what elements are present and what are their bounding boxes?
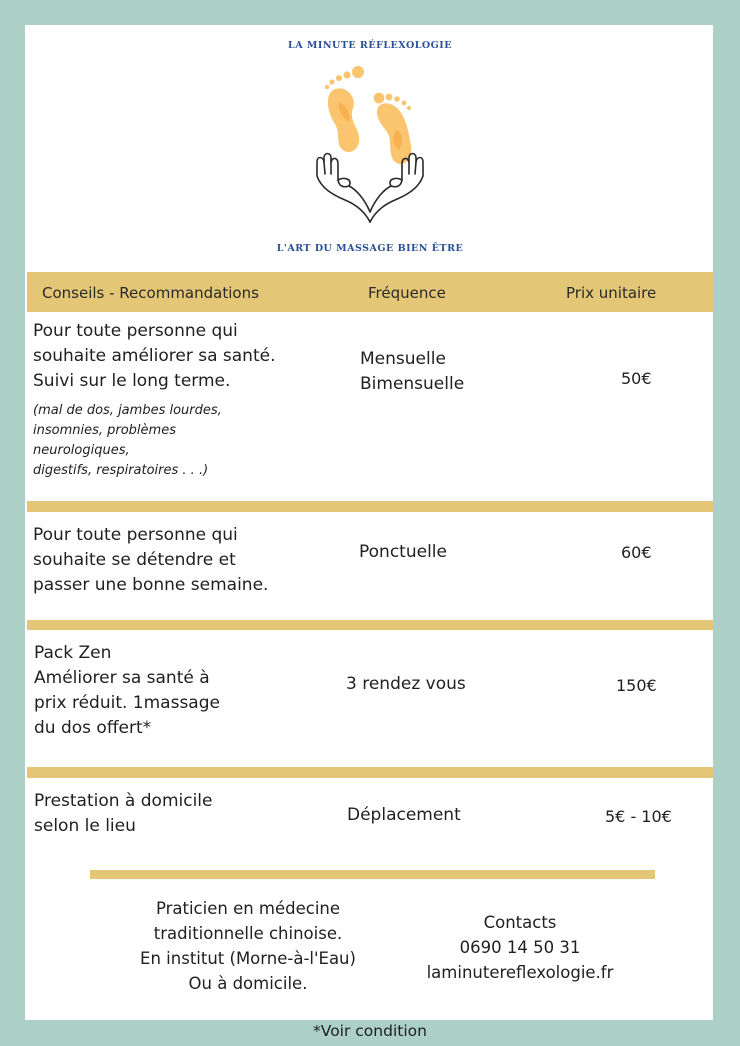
contacts-block — [400, 910, 640, 985]
row-frequency: Déplacement — [347, 805, 461, 825]
left-foot-icon — [325, 66, 364, 152]
row-frequency: 3 rendez vous — [346, 674, 466, 694]
row-separator — [27, 620, 713, 630]
feet-in-hands-icon — [305, 62, 435, 230]
header-unit-price: Prix unitaire — [566, 284, 657, 302]
website-link[interactable]: laminutereflexologie.fr — [426, 963, 614, 982]
row-description: Pack Zen Améliorer sa santé à prix réduit. 1massage du dos offert* — [34, 643, 220, 738]
row-note: (mal de dos, jambes lourdes, insomnies, problèmes neurologiques, digestifs, respiratoires . . .) — [33, 403, 222, 478]
phone-number[interactable]: 0690 14 50 31 — [459, 938, 581, 957]
contacts-label: Contacts — [483, 913, 557, 932]
row-separator — [27, 501, 713, 512]
header-frequency: Fréquence — [368, 284, 446, 302]
brand-title: LA MINUTE RÉFLEXOLOGIE — [288, 40, 452, 51]
row-description: Prestation à domicile selon le lieu — [34, 791, 213, 836]
hands-icon — [317, 154, 423, 223]
row-price: 150€ — [616, 676, 657, 695]
row-separator — [27, 767, 713, 778]
footnote: *Voir condition — [313, 1022, 427, 1040]
header-recommendations: Conseils - Recommandations — [42, 284, 259, 302]
practitioner-info: Praticien en médecine traditionnelle chinoise. En institut (Morne-à-l'Eau) Ou à domicile. — [140, 899, 356, 993]
brand-tagline: L'ART DU MASSAGE BIEN ÊTRE — [276, 243, 464, 254]
row-description: Pour toute personne qui souhaite se détendre et passer une bonne semaine. — [33, 525, 269, 595]
row-price: 5€ - 10€ — [605, 807, 672, 826]
right-foot-icon — [374, 93, 412, 164]
footer-divider — [90, 870, 655, 879]
row-description: Pour toute personne qui souhaite améliorer sa santé. Suivi sur le long terme. — [33, 321, 276, 391]
row-price: 60€ — [621, 543, 652, 562]
row-frequency: Ponctuelle — [359, 542, 447, 562]
row-frequency: Mensuelle Bimensuelle — [360, 349, 465, 394]
row-price: 50€ — [621, 369, 652, 388]
